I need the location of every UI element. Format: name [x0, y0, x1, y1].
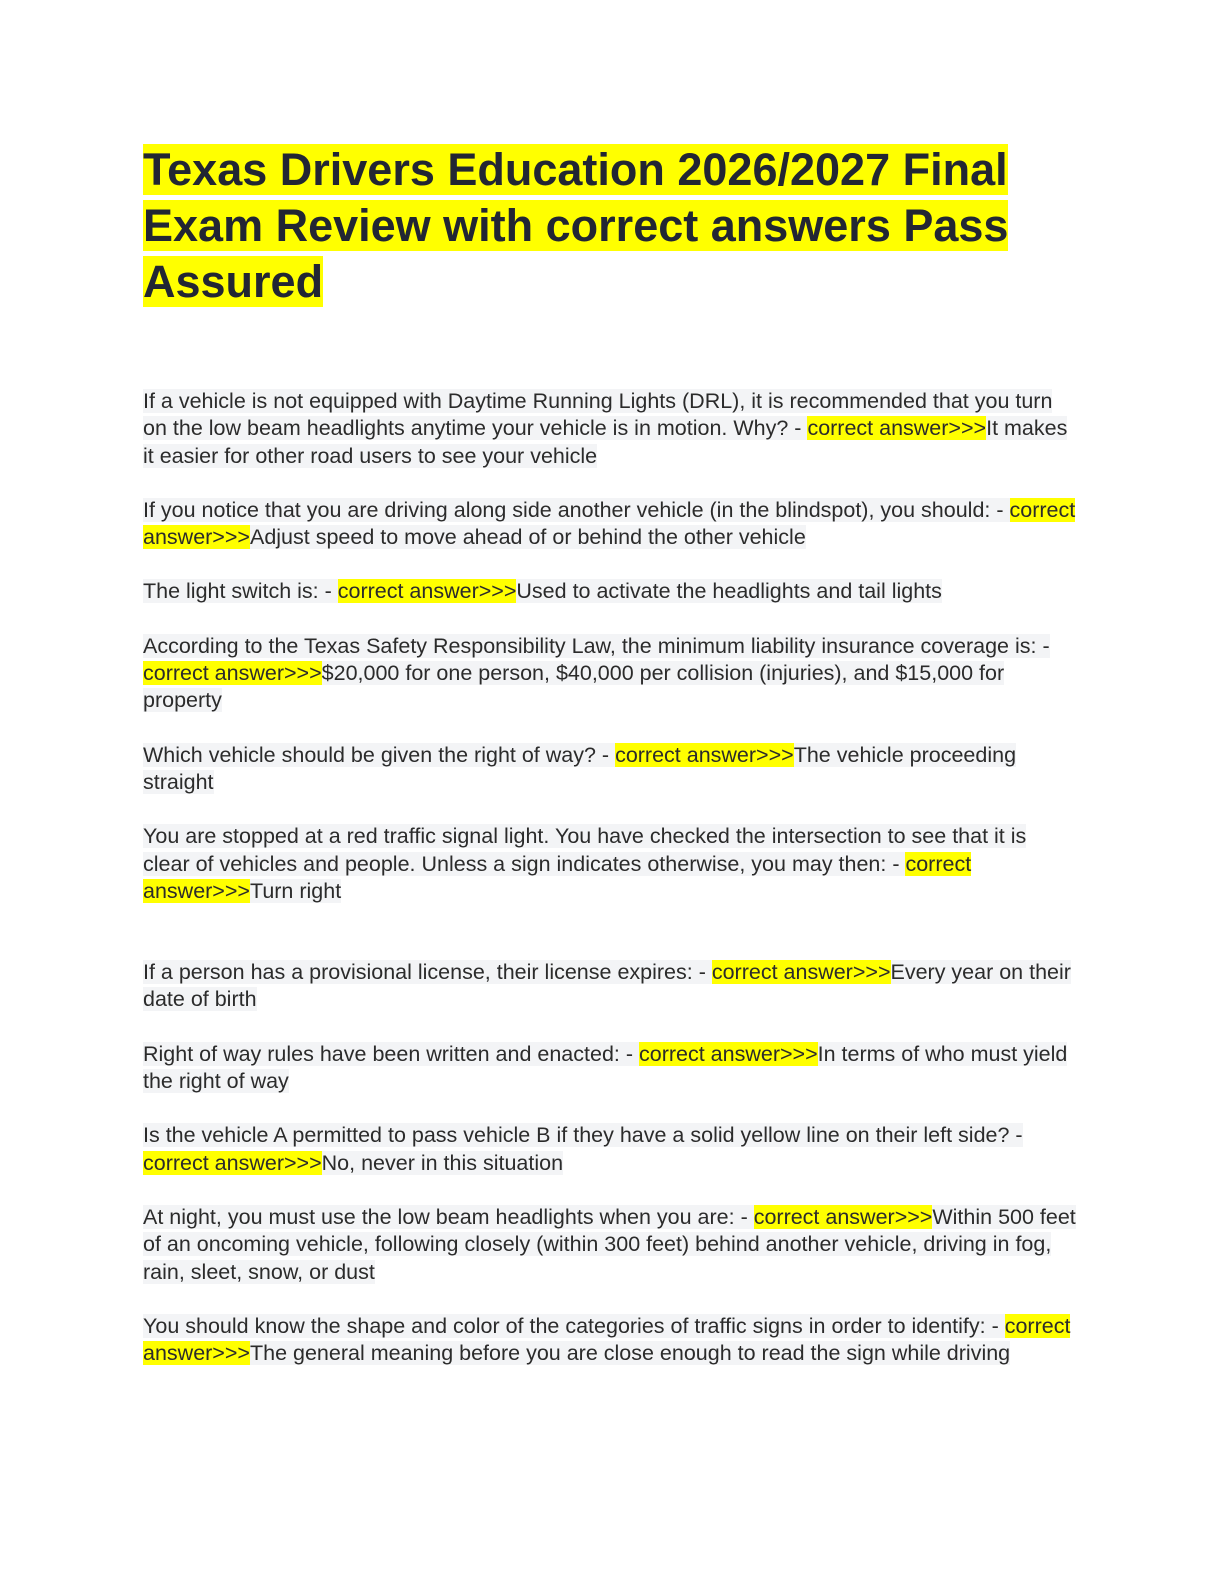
answer-text: $20,000 for one person, $40,000 per collision (injuries), and $15,000 for property	[143, 661, 1005, 713]
answer-marker: correct answer>>>	[753, 1204, 933, 1229]
qa-item	[143, 1204, 1078, 1286]
answer-marker: correct answer>>>	[143, 497, 1076, 550]
answer-marker: correct answer>>>	[615, 742, 794, 767]
answer-text: Turn right	[249, 878, 342, 903]
question-text: Which vehicle should be given the right of way? -	[143, 742, 616, 767]
document-title-text: Texas Drivers Education 2026/2027 Final Exam Review with correct answers Pass Assured	[143, 144, 1009, 307]
question-text: If a vehicle is not equipped with Daytime Running Lights (DRL), it is recommended that you turn on the low beam headlights anytime your vehicle is in motion. Why? -	[143, 389, 1053, 441]
qa-item	[143, 1041, 1078, 1096]
qa-list	[143, 388, 1078, 1394]
answer-marker: correct answer>>>	[638, 1041, 818, 1066]
answer-text: Every year on their date of birth	[143, 960, 1071, 1012]
answer-text: The general meaning before you are close enough to read the sign while driving	[249, 1341, 1011, 1366]
qa-item	[143, 1313, 1078, 1368]
answer-marker: correct answer>>>	[711, 960, 891, 985]
qa-item	[143, 633, 1078, 715]
question-text: If you notice that you are driving along side another vehicle (in the blindspot), you should: -	[143, 497, 1010, 522]
question-text: You should know the shape and color of the categories of traffic signs in order to identify: -	[143, 1313, 1005, 1338]
qa-item	[143, 959, 1078, 1014]
question-text: According to the Texas Safety Responsibility Law, the minimum liability insurance coverage is: -	[143, 633, 1050, 658]
question-text: Right of way rules have been written and enacted: -	[143, 1041, 639, 1066]
question-text: Is the vehicle A permitted to pass vehicle B if they have a solid yellow line on their left side? -	[143, 1123, 1023, 1148]
answer-text: Within 500 feet of an oncoming vehicle, following closely (within 300 feet) behind another vehicle, driving in fog, rain, sleet, snow, or dust	[143, 1204, 1076, 1284]
question-text: The light switch is: -	[143, 579, 338, 604]
document-title	[143, 142, 1078, 310]
answer-marker: correct answer>>>	[143, 851, 972, 903]
answer-marker: correct answer>>>	[807, 416, 987, 441]
document-page	[143, 142, 1078, 1366]
answer-text: Used to activate the headlights and tail lights	[516, 579, 942, 604]
question-text: If a person has a provisional license, their license expires: -	[143, 960, 712, 985]
answer-text: It makes it easier for other road users to see your vehicle	[143, 416, 1068, 468]
question-text: At night, you must use the low beam headlights when you are: -	[143, 1204, 754, 1229]
answer-text: No, never in this situation	[321, 1150, 564, 1175]
answer-text: The vehicle proceeding straight	[143, 742, 1017, 794]
answer-marker: correct answer>>>	[143, 1150, 322, 1175]
answer-marker: correct answer>>>	[143, 661, 322, 686]
answer-marker: correct answer>>>	[143, 1313, 1071, 1366]
answer-marker: correct answer>>>	[337, 579, 517, 604]
question-text: You are stopped at a red traffic signal light. You have checked the intersection to see that it is clear of vehicles and people. Unless a sign indicates otherwise, you may then: -	[143, 824, 1027, 876]
qa-item	[143, 1122, 1078, 1177]
qa-item	[143, 578, 1078, 605]
answer-text: In terms of who must yield the right of way	[143, 1041, 1068, 1094]
qa-item	[143, 497, 1078, 552]
qa-item	[143, 388, 1078, 470]
qa-item	[143, 823, 1078, 905]
answer-text: Adjust speed to move ahead of or behind the other vehicle	[249, 525, 806, 550]
qa-item	[143, 742, 1078, 797]
